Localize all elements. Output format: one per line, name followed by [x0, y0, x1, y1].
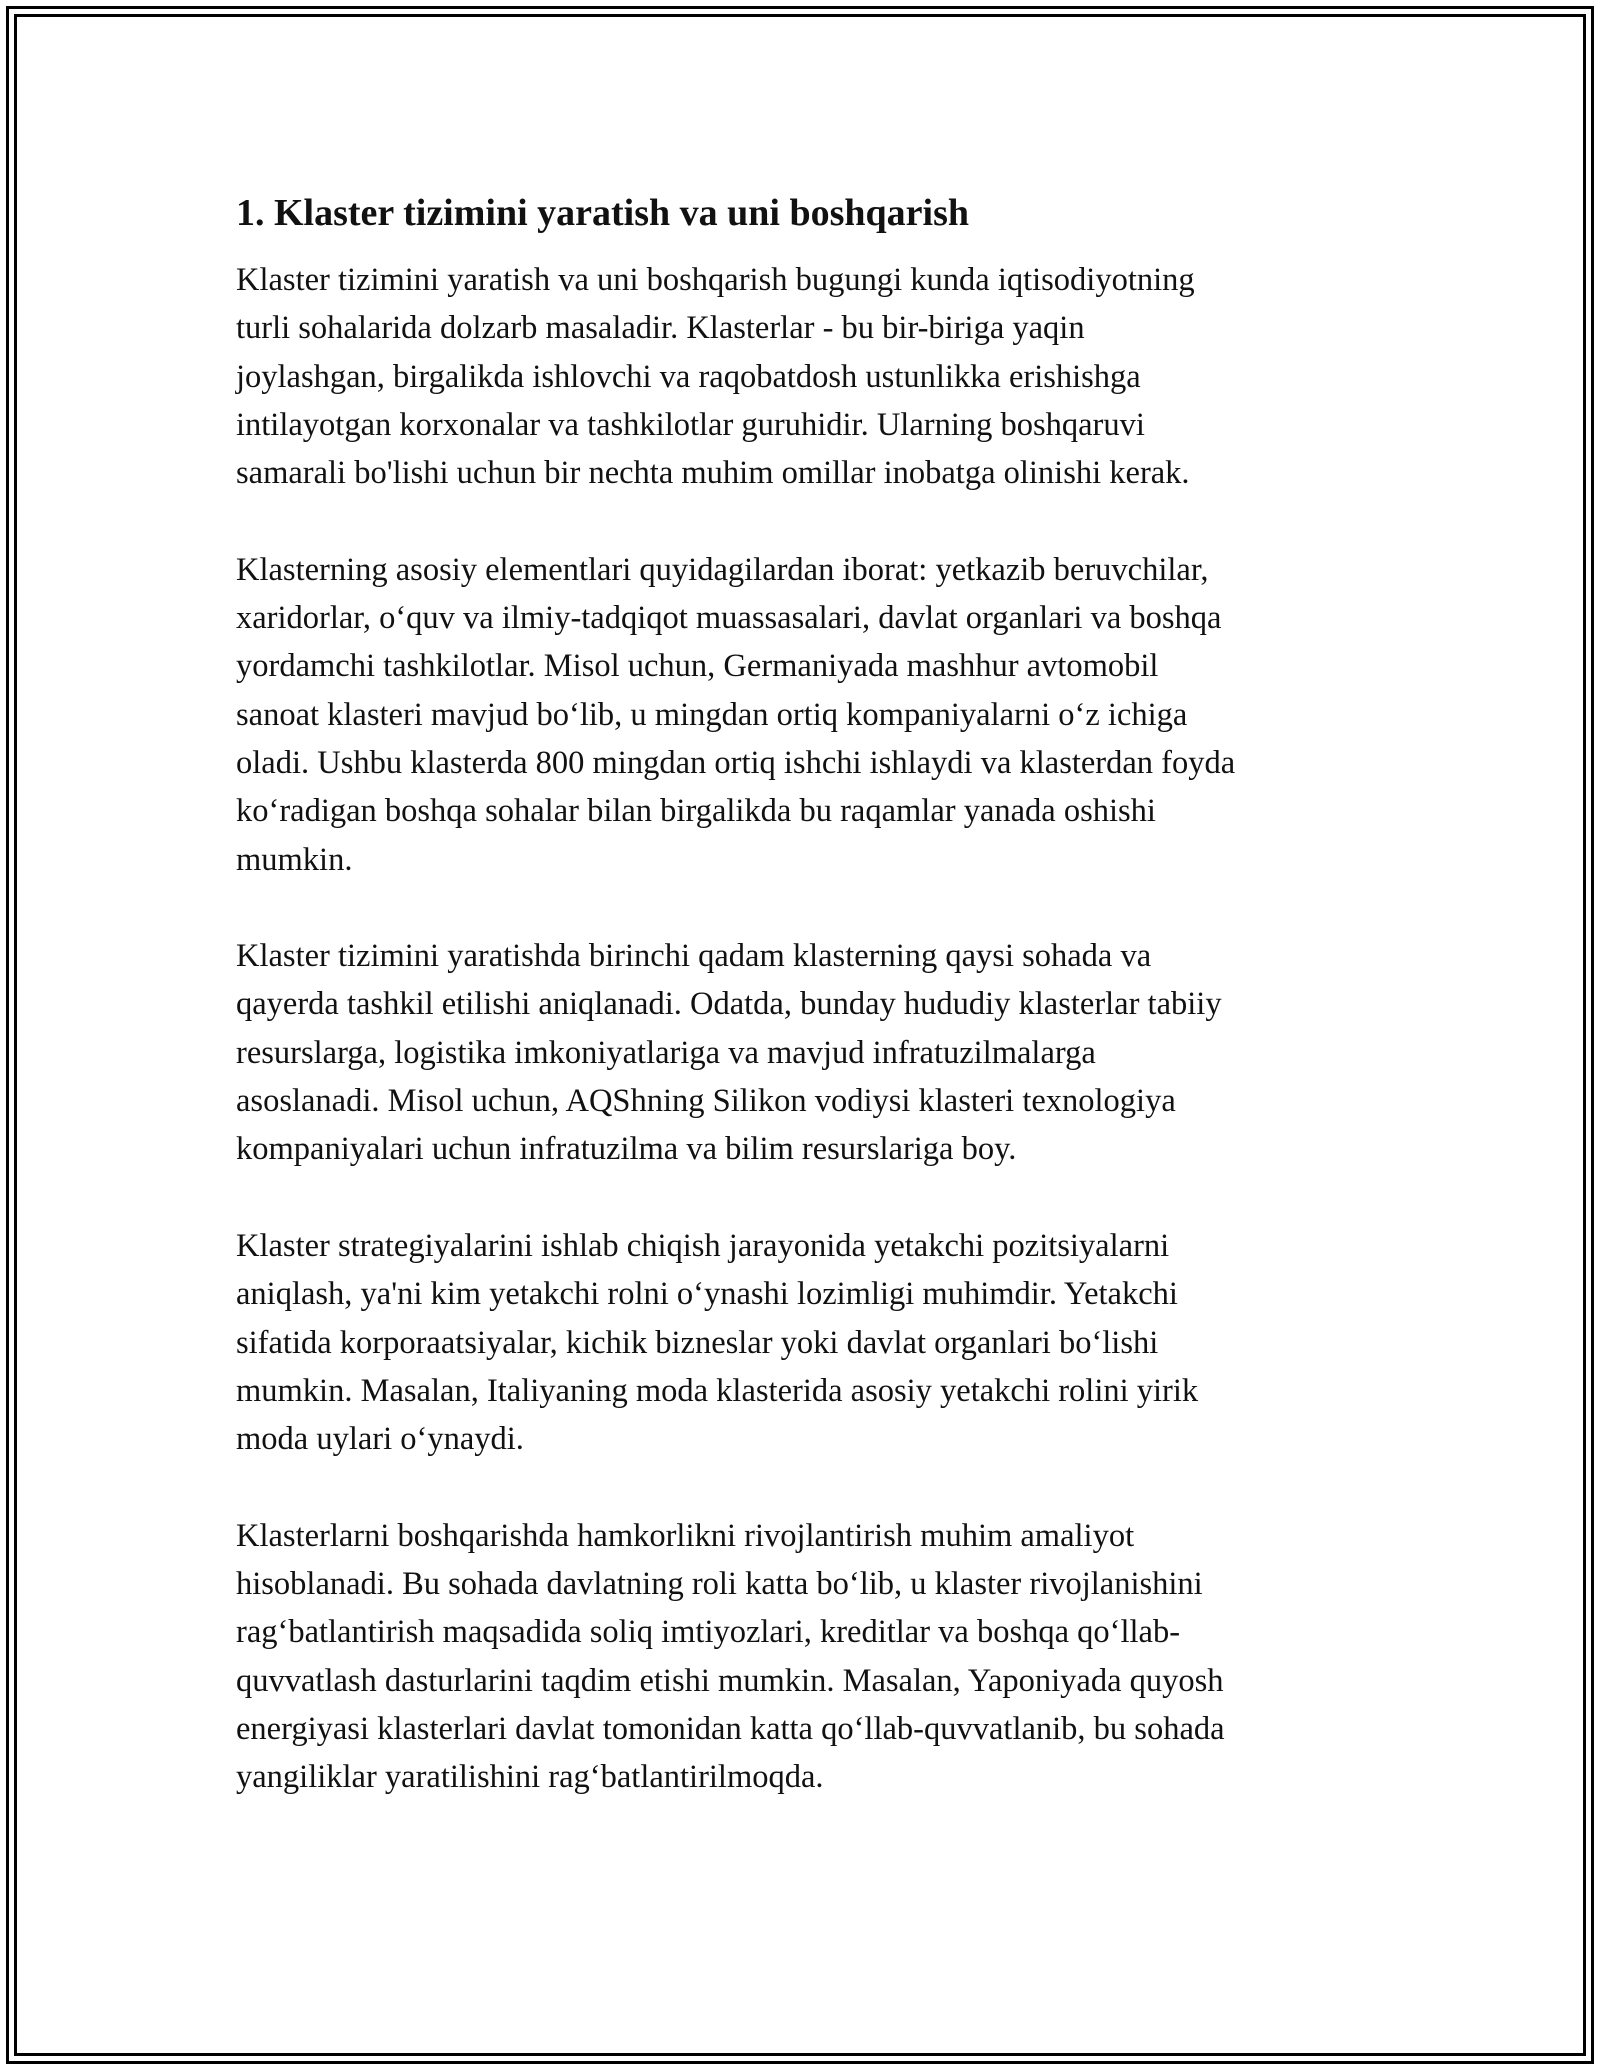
paragraph-line: intilayotgan korxonalar va tashkilotlar guruhidir. Ularning boshqaruvi — [236, 406, 1145, 443]
paragraph-line: qayerda tashkil etilishi aniqlanadi. Odatda, bunday hududiy klasterlar tabiiy — [236, 986, 1222, 1023]
paragraph — [236, 1512, 1386, 1802]
paragraph-line: joylashgan, birgalikda ishlovchi va raqobatdosh ustunlikka erishishga — [236, 358, 1141, 395]
paragraph-list — [236, 256, 1386, 1802]
paragraph-line: yangiliklar yaratilishini rag‘batlantirilmoqda. — [236, 1759, 824, 1796]
paragraph-line: mumkin. — [236, 841, 353, 878]
paragraph-line: Klasterlarni boshqarishda hamkorlikni rivojlantirish muhim amaliyot — [236, 1517, 1135, 1554]
paragraph-line: aniqlash, ya'ni kim yetakchi rolni o‘ynashi lozimligi muhimdir. Yetakchi — [236, 1276, 1178, 1313]
paragraph — [236, 546, 1386, 884]
paragraph-line: rag‘batlantirish maqsadida soliq imtiyozlari, kreditlar va boshqa qo‘llab- — [236, 1614, 1181, 1651]
paragraph-line: sanoat klasteri mavjud bo‘lib, u mingdan ortiq kompaniyalarni o‘z ichiga — [236, 696, 1188, 733]
paragraph-line: mumkin. Masalan, Italiyaning moda klasterida asosiy yetakchi rolini yirik — [236, 1372, 1199, 1409]
paragraph-line: xaridorlar, o‘quv va ilmiy-tadqiqot muassasalari, davlat organlari va boshqa — [236, 600, 1222, 637]
paragraph — [236, 256, 1386, 497]
paragraph-line: asoslanadi. Misol uchun, AQShning Silikon vodiysi klasteri texnologiya — [236, 1083, 1176, 1120]
paragraph-line: Klasterning asosiy elementlari quyidagilardan iborat: yetkazib beruvchilar, — [236, 551, 1209, 588]
paragraph-line: hisoblanadi. Bu sohada davlatning roli katta bo‘lib, u klaster rivojlanishini — [236, 1566, 1203, 1603]
paragraph-line: oladi. Ushbu klasterda 800 mingdan ortiq ishchi ishlaydi va klasterdan foyda — [236, 744, 1236, 781]
paragraph-line: ko‘radigan boshqa sohalar bilan birgalikda bu raqamlar yanada oshishi — [236, 793, 1156, 830]
paragraph-line: Klaster tizimini yaratish va uni boshqarish bugungi kunda iqtisodiyotning — [236, 262, 1195, 298]
paragraph-line: resurslarga, logistika imkoniyatlariga va mavjud infratuzilmalarga — [236, 1034, 1096, 1071]
paragraph-line: Klaster strategiyalarini ishlab chiqish jarayonida yetakchi pozitsiyalarni — [236, 1227, 1170, 1264]
paragraph-line: energiyasi klasterlari davlat tomonidan katta qo‘llab-quvvatlanib, bu sohada — [236, 1710, 1225, 1747]
document-body — [236, 186, 1386, 1802]
paragraph — [236, 1222, 1386, 1463]
paragraph-line: samarali bo'lishi uchun bir nechta muhim omillar inobatga olinishi kerak. — [236, 455, 1190, 492]
paragraph-line: Klaster tizimini yaratishda birinchi qadam klasterning qaysi sohada va — [236, 938, 1152, 975]
paragraph-line: quvvatlash dasturlarini taqdim etishi mumkin. Masalan, Yaponiyada quyosh — [236, 1662, 1224, 1699]
paragraph-line: turli sohalarida dolzarb masaladir. Klasterlar - bu bir-biriga yaqin — [236, 310, 1085, 347]
paragraph-line: sifatida korporaatsiyalar, kichik bizneslar yoki davlat organlari bo‘lishi — [236, 1324, 1159, 1361]
paragraph-line: kompaniyalari uchun infratuzilma va bilim resurslariga boy. — [236, 1131, 1017, 1168]
document-title: 1. Klaster tizimini yaratish va uni boshqarish — [236, 192, 970, 234]
paragraph — [236, 932, 1386, 1173]
paragraph-line: yordamchi tashkilotlar. Misol uchun, Germaniyada mashhur avtomobil — [236, 648, 1159, 685]
paragraph-line: moda uylari o‘ynaydi. — [236, 1421, 524, 1458]
